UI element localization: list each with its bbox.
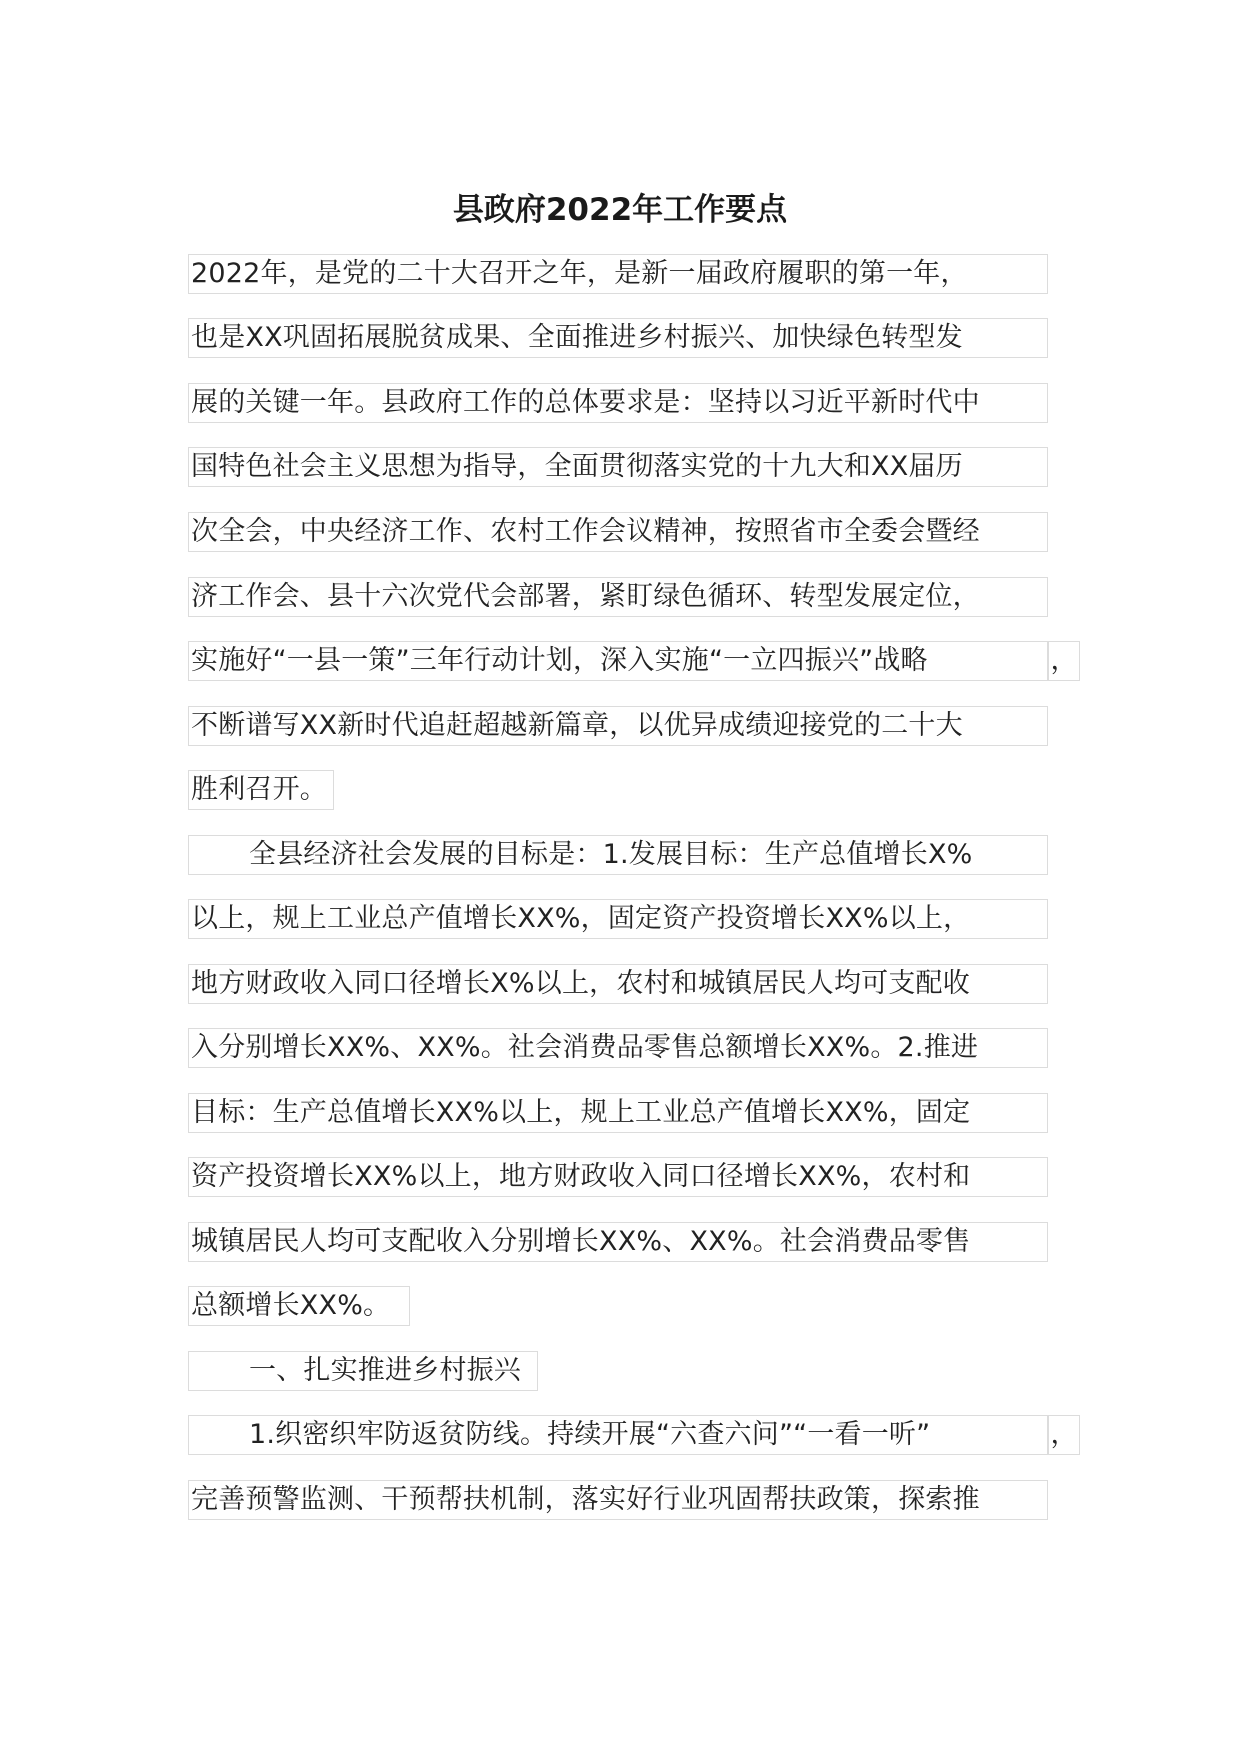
paragraph-line-4: 国特色社会主义思想为指导，全面贯彻落实党的十九大和XX届历: [188, 447, 1048, 487]
paragraph-line-7: 实施好“一县一策”三年行动计划，深入实施“一立四振兴”战略: [188, 641, 1048, 681]
paragraph-line-5: 次全会，中央经济工作、农村工作会议精神，按照省市全委会暨经: [188, 512, 1048, 552]
paragraph-line-19: 1.织密织牢防返贫防线。持续开展“六查六问”“一看一听”: [188, 1415, 1048, 1455]
paragraph-line-11: 以上，规上工业总产值增长XX%，固定资产投资增长XX%以上，: [188, 899, 1048, 939]
line-tail-comma: ，: [1048, 641, 1080, 681]
paragraph-line-13: 入分别增长XX%、XX%。社会消费品零售总额增长XX%。2.推进: [188, 1028, 1048, 1068]
paragraph-line-3: 展的关键一年。县政府工作的总体要求是：坚持以习近平新时代中: [188, 383, 1048, 423]
paragraph-line-2: 也是XX巩固拓展脱贫成果、全面推进乡村振兴、加快绿色转型发: [188, 318, 1048, 358]
paragraph-line-16: 城镇居民人均可支配收入分别增长XX%、XX%。社会消费品零售: [188, 1222, 1048, 1262]
line-tail-comma: ，: [1048, 1415, 1080, 1455]
paragraph-line-10: 全县经济社会发展的目标是：1.发展目标：生产总值增长X%: [188, 835, 1048, 875]
paragraph-line-20: 完善预警监测、干预帮扶机制，落实好行业巩固帮扶政策，探索推: [188, 1480, 1048, 1520]
paragraph-line-8: 不断谱写XX新时代追赶超越新篇章，以优异成绩迎接党的二十大: [188, 706, 1048, 746]
section-heading: 一、扎实推进乡村振兴: [188, 1351, 538, 1391]
paragraph-line-17: 总额增长XX%。: [188, 1286, 410, 1326]
paragraph-line-6: 济工作会、县十六次党代会部署，紧盯绿色循环、转型发展定位，: [188, 577, 1048, 617]
paragraph-line-15: 资产投资增长XX%以上，地方财政收入同口径增长XX%，农村和: [188, 1157, 1048, 1197]
paragraph-line-14: 目标：生产总值增长XX%以上，规上工业总产值增长XX%，固定: [188, 1093, 1048, 1133]
paragraph-line-1: 2022年，是党的二十大召开之年，是新一届政府履职的第一年，: [188, 254, 1048, 294]
paragraph-line-12: 地方财政收入同口径增长X%以上，农村和城镇居民人均可支配收: [188, 964, 1048, 1004]
document-title: 县政府2022年工作要点: [452, 192, 788, 228]
paragraph-line-9: 胜利召开。: [188, 770, 334, 810]
